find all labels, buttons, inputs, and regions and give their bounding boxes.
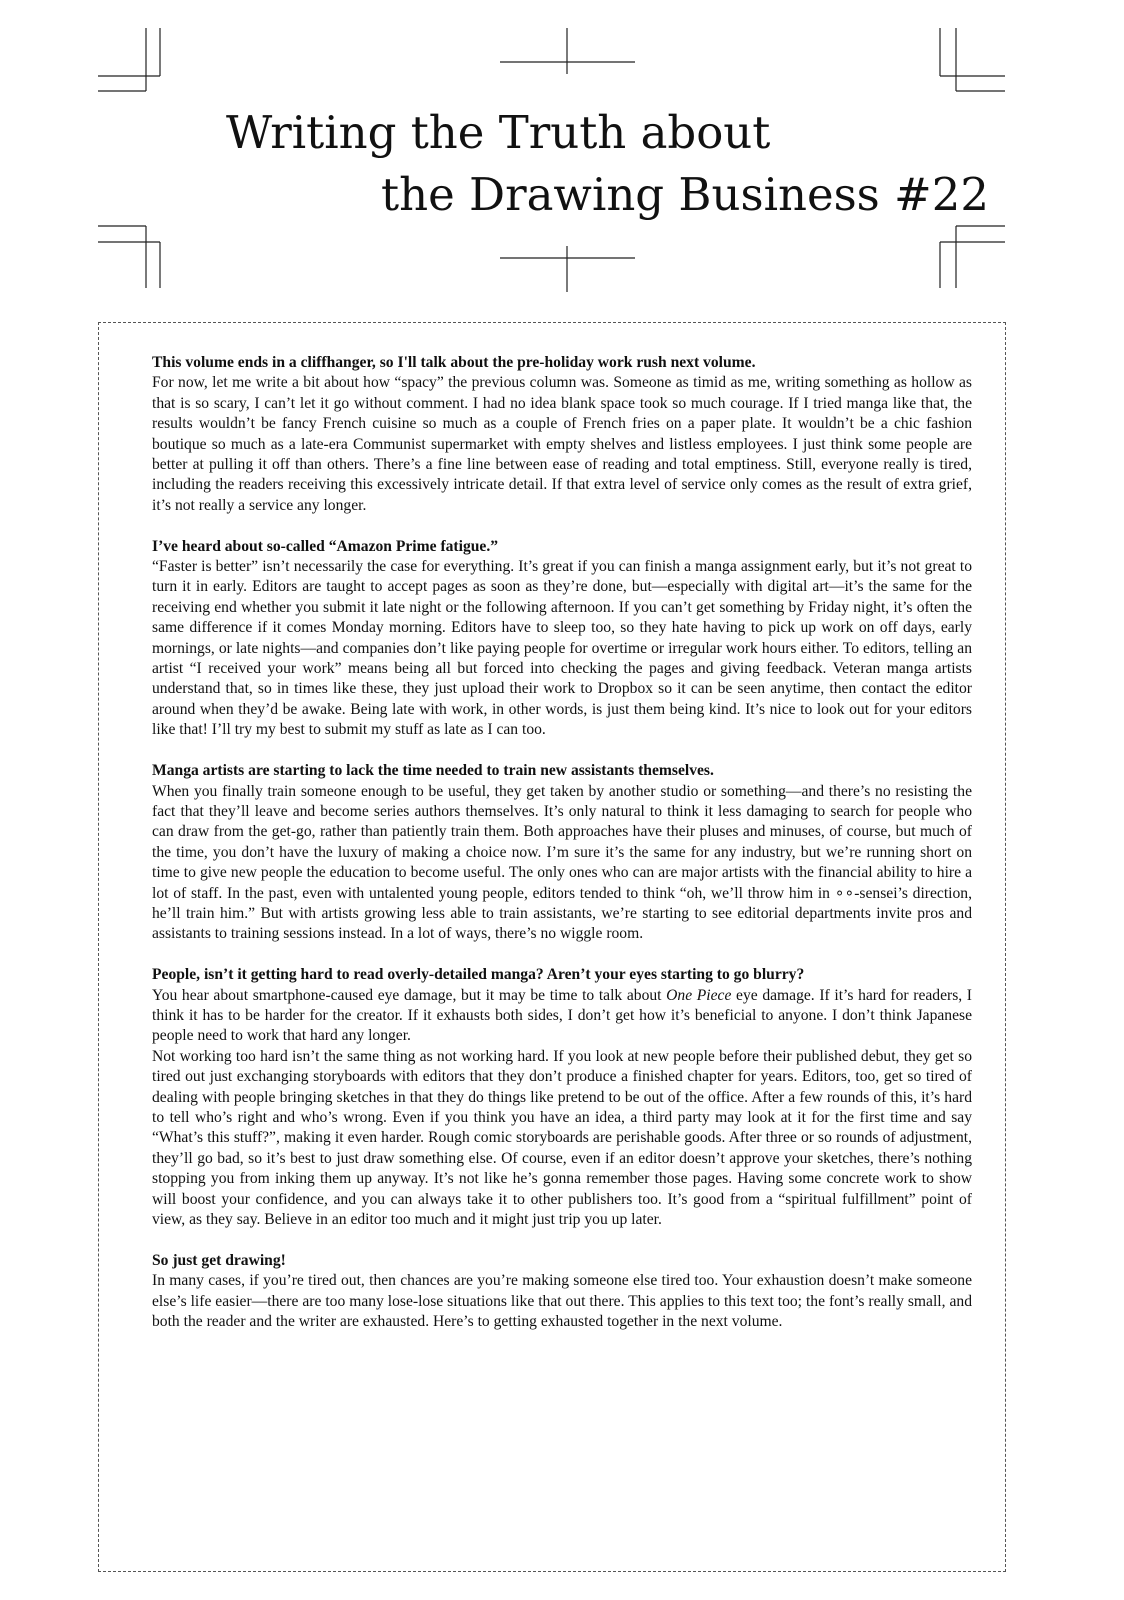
section-heading: I’ve heard about so-called “Amazon Prime fatigue.”: [152, 537, 499, 555]
section-paragraph: “Faster is better” isn’t necessarily the case for everything. It’s great if you can finish a manga assignment early, but it’s not great to turn it in early. Editors are taught to accept pages as soon as they’re done, but—especially with digital art—it’s the same for the receiving end whether you submit it late night or the following afternoon. If you can’t get something by Friday night, it’s often the same difference if it comes Monday morning. Editors have to sleep too, so they hate having to pick up work on off days, early mornings, or late nights—and companies don’t like paying people for overtime or irregular work hours either. To editors, telling an artist “I received your work” means being all but forced into checking the pages and giving feedback. Veteran manga artists understand that, so in times like these, they just upload their work to Dropbox so it can be seen anytime, then contact the editor around when they’d be awake. Being late with work, in other words, is just them being kind. It’s nice to look out for your editors like that! I’ll try my best to submit my stuff as late as I can too.: [152, 558, 972, 739]
page-title: [0, 102, 1124, 226]
paragraph-text: You hear about smartphone-caused eye damage, but it may be time to talk about: [152, 986, 667, 1004]
section-amazon-prime: [152, 537, 972, 741]
section-heading: So just get drawing!: [152, 1251, 286, 1269]
column-body: [152, 353, 972, 1353]
section-paragraph: For now, let me write a bit about how “spacy” the previous column was. Someone as timid as me, writing something as hollow as that is so scary, I can’t let it go without comment. I had no idea blank space took so much courage. If I tried manga like that, the results wouldn’t be fancy French cuisine so much as a couple of French fries on a paper plate. It wouldn’t be a chic fashion boutique so much as a late-era Communist supermarket with empty shelves and listless employees. I just think some people are better at pulling it off than others. There’s a fine line between ease of reading and total emptiness. Still, everyone really is tired, including the readers receiving this excessively intricate detail. If that extra level of service only comes as the result of extra grief, it’s not really a service any longer.: [152, 374, 972, 514]
section-heading: People, isn’t it getting hard to read overly-detailed manga? Aren’t your eyes starting to go blurry?: [152, 966, 805, 984]
section-assistants: [152, 761, 972, 945]
section-paragraph: When you finally train someone enough to be useful, they get taken by another studio or something—and there’s no resisting the fact that they’ll leave and become series authors themselves. It’s only natural to think it less damaging to search for people who can draw from the get-go, rather than patiently train them. Both approaches have their pluses and minuses, of course, but much of the time, you don’t have the luxury of making a choice now. I’m sure it’s the same for any industry, but we’re running short on time to give new people the education to become useful. The only ones who can are major artists with the financial ability to hire a lot of staff. In the past, even with untalented young people, editors tended to think “oh, we’ll throw him in ∘∘-sensei’s direction, he’ll train him.” But with artists growing less able to train assistants, we’re starting to see editorial departments invite pros and assistants to training sessions instead. In a lot of ways, there’s no wiggle room.: [152, 782, 972, 943]
title-line-1: Writing the Truth about: [226, 106, 771, 159]
section-heading: This volume ends in a cliffhanger, so I'll talk about the pre-holiday work rush next volume.: [152, 354, 756, 371]
section-detailed-manga: [152, 965, 972, 1230]
section-paragraph: Not working too hard isn’t the same thing as not working hard. If you look at new people before their published debut, they get so tired out just exchanging storyboards with editors that they don’t produce a finished chapter for years. Editors, too, get so tired of dealing with people bringing sketches in that they do things like pretend to be out of the office. After a few rounds of this, it’s hard to tell who’s right and who’s wrong. Even if you think you have an idea, a third party may look at it for the first time and say “What’s this stuff?”, making it even harder. Rough comic storyboards are perishable goods. After three or so rounds of adjustment, they’ll go bad, so it’s best to just draw something else. Of course, even if an editor doesn’t approve your sketches, there’s nothing stopping you from inking them up anyway. It’s not like he’s gonna remember those pages. Having some concrete work to show will boost your confidence, and you can always take it to other publishers too. It’s good from a “spiritual fulfillment” point of view, as they say. Believe in an editor too much and it might just trip you up later.: [152, 1047, 972, 1229]
title-line-2: the Drawing Business #22: [381, 168, 990, 221]
section-paragraph: [152, 986, 972, 1047]
italic-title: One Piece: [666, 986, 732, 1004]
section-heading: Manga artists are starting to lack the time needed to train new assistants themselves.: [152, 762, 714, 780]
paragraph-text: eye damage. If it’s hard for readers, I think it has to be harder for the creator. If it exhausts both sides, I don’t get how it’s beneficial to anyone. I don’t think Japanese people need to work that hard any longer.: [152, 986, 972, 1045]
section-cliffhanger: [152, 353, 972, 516]
section-paragraph: In many cases, if you’re tired out, then chances are you’re making someone else tired too. Your exhaustion doesn’t make someone else’s life easier—there are too many lose-lose situations like that out there. This applies to this text too; the font’s really small, and both the reader and the writer are exhausted. Here’s to getting exhausted together in the next volume.: [152, 1272, 972, 1331]
section-get-drawing: [152, 1251, 972, 1333]
